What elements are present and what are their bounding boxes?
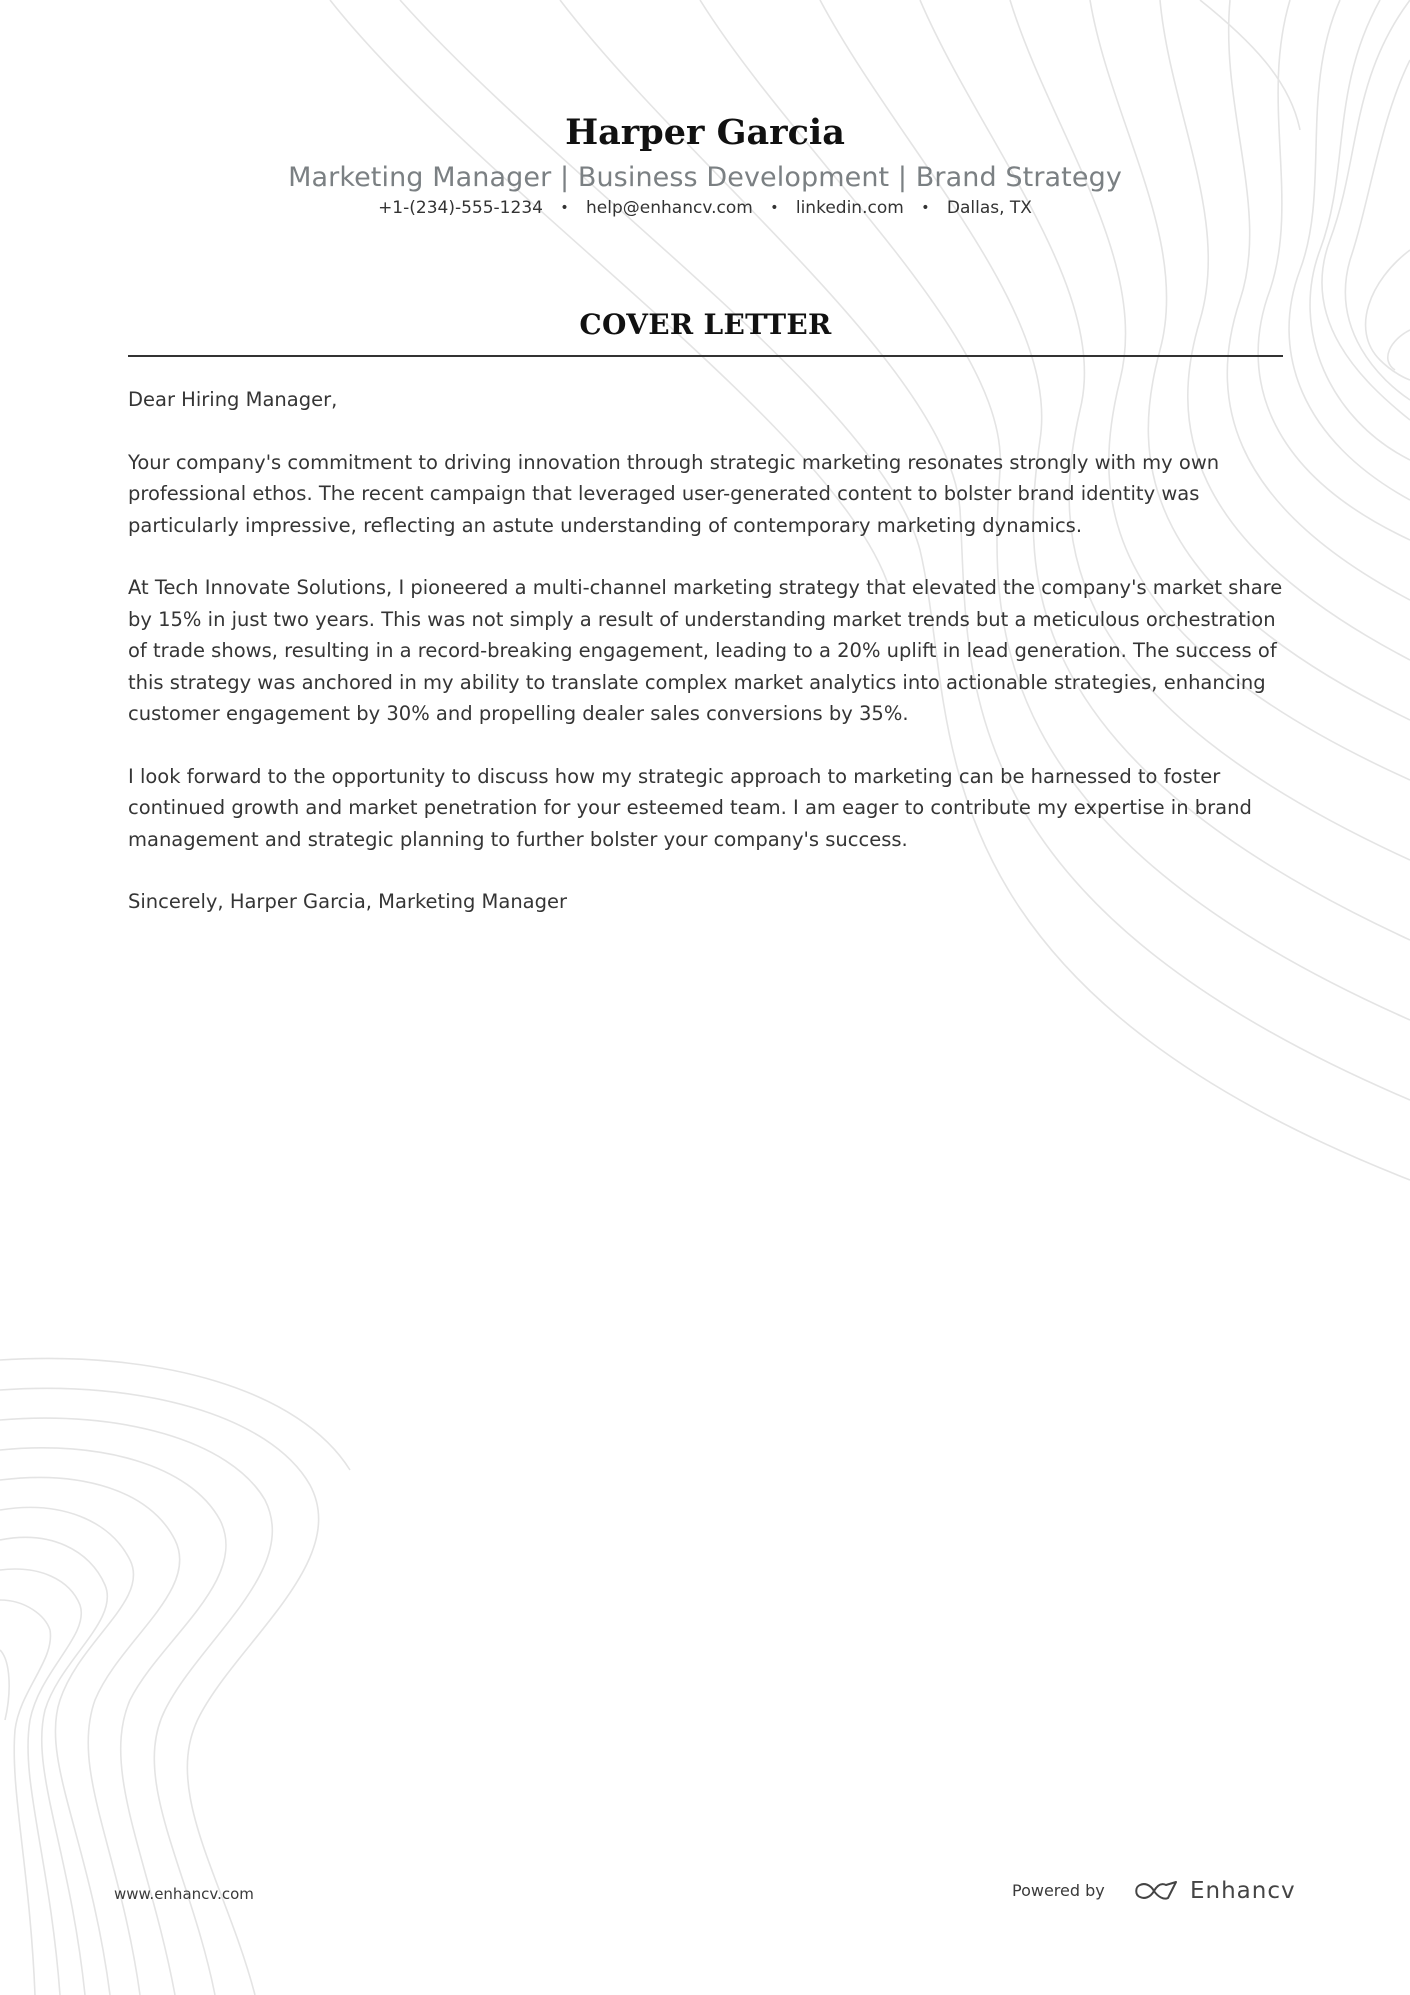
- contact-location: Dallas, TX: [946, 198, 1032, 218]
- brand-link[interactable]: [1132, 1876, 1296, 1906]
- bullet-separator: •: [770, 200, 779, 216]
- letter-paragraph-2: At Tech Innovate Solutions, I pioneered a multi-channel marketing strategy that elevated the company's market share by 15% in just two years. This was not simply a result of understanding market trends but a meticulous orchestration of trade shows, resulting in a record-breaking engagement, leading to a 20% uplift in lead generation. The success of this strategy was anchored in my ability to translate complex market analytics into actionable strategies, enhancing customer engagement by 30% and propelling dealer sales conversions by 35%.: [128, 576, 1283, 725]
- letter-paragraph-3: I look forward to the opportunity to discuss how my strategic approach to marketing can be harnessed to foster continued growth and market penetration for your esteemed team. I am eager to contribute my expertise in brand management and strategic planning to further bolster your company's success.: [128, 764, 1252, 851]
- section-title: COVER LETTER: [579, 308, 832, 341]
- brand-name: Enhancv: [1190, 1878, 1296, 1904]
- letter-closing: Sincerely, Harper Garcia, Marketing Manager: [128, 890, 568, 913]
- footer-url[interactable]: www.enhancv.com: [114, 1885, 254, 1903]
- contact-email[interactable]: help@enhancv.com: [586, 198, 753, 218]
- enhancv-logo-icon: [1132, 1879, 1180, 1903]
- letter-greeting: Dear Hiring Manager,: [128, 388, 338, 411]
- letter-paragraph-1: Your company's commitment to driving innovation through strategic marketing resonates strongly with my own professional ethos. The recent campaign that leveraged user-generated content to bolster brand identity was particularly impressive, reflecting an astute understanding of contemporary marketing dynamics.: [128, 450, 1220, 537]
- contact-linkedin[interactable]: linkedin.com: [795, 198, 904, 218]
- contact-line: [0, 198, 1410, 218]
- bullet-separator: •: [921, 200, 930, 216]
- candidate-headline: Marketing Manager | Business Development | Brand Strategy: [288, 162, 1122, 193]
- bullet-separator: •: [560, 200, 569, 216]
- contact-phone: +1-(234)-555-1234: [378, 198, 543, 218]
- powered-by-label: Powered by: [1012, 1881, 1105, 1900]
- letter-body: [128, 384, 1288, 949]
- candidate-name: Harper Garcia: [565, 112, 845, 153]
- section-divider: [128, 355, 1283, 357]
